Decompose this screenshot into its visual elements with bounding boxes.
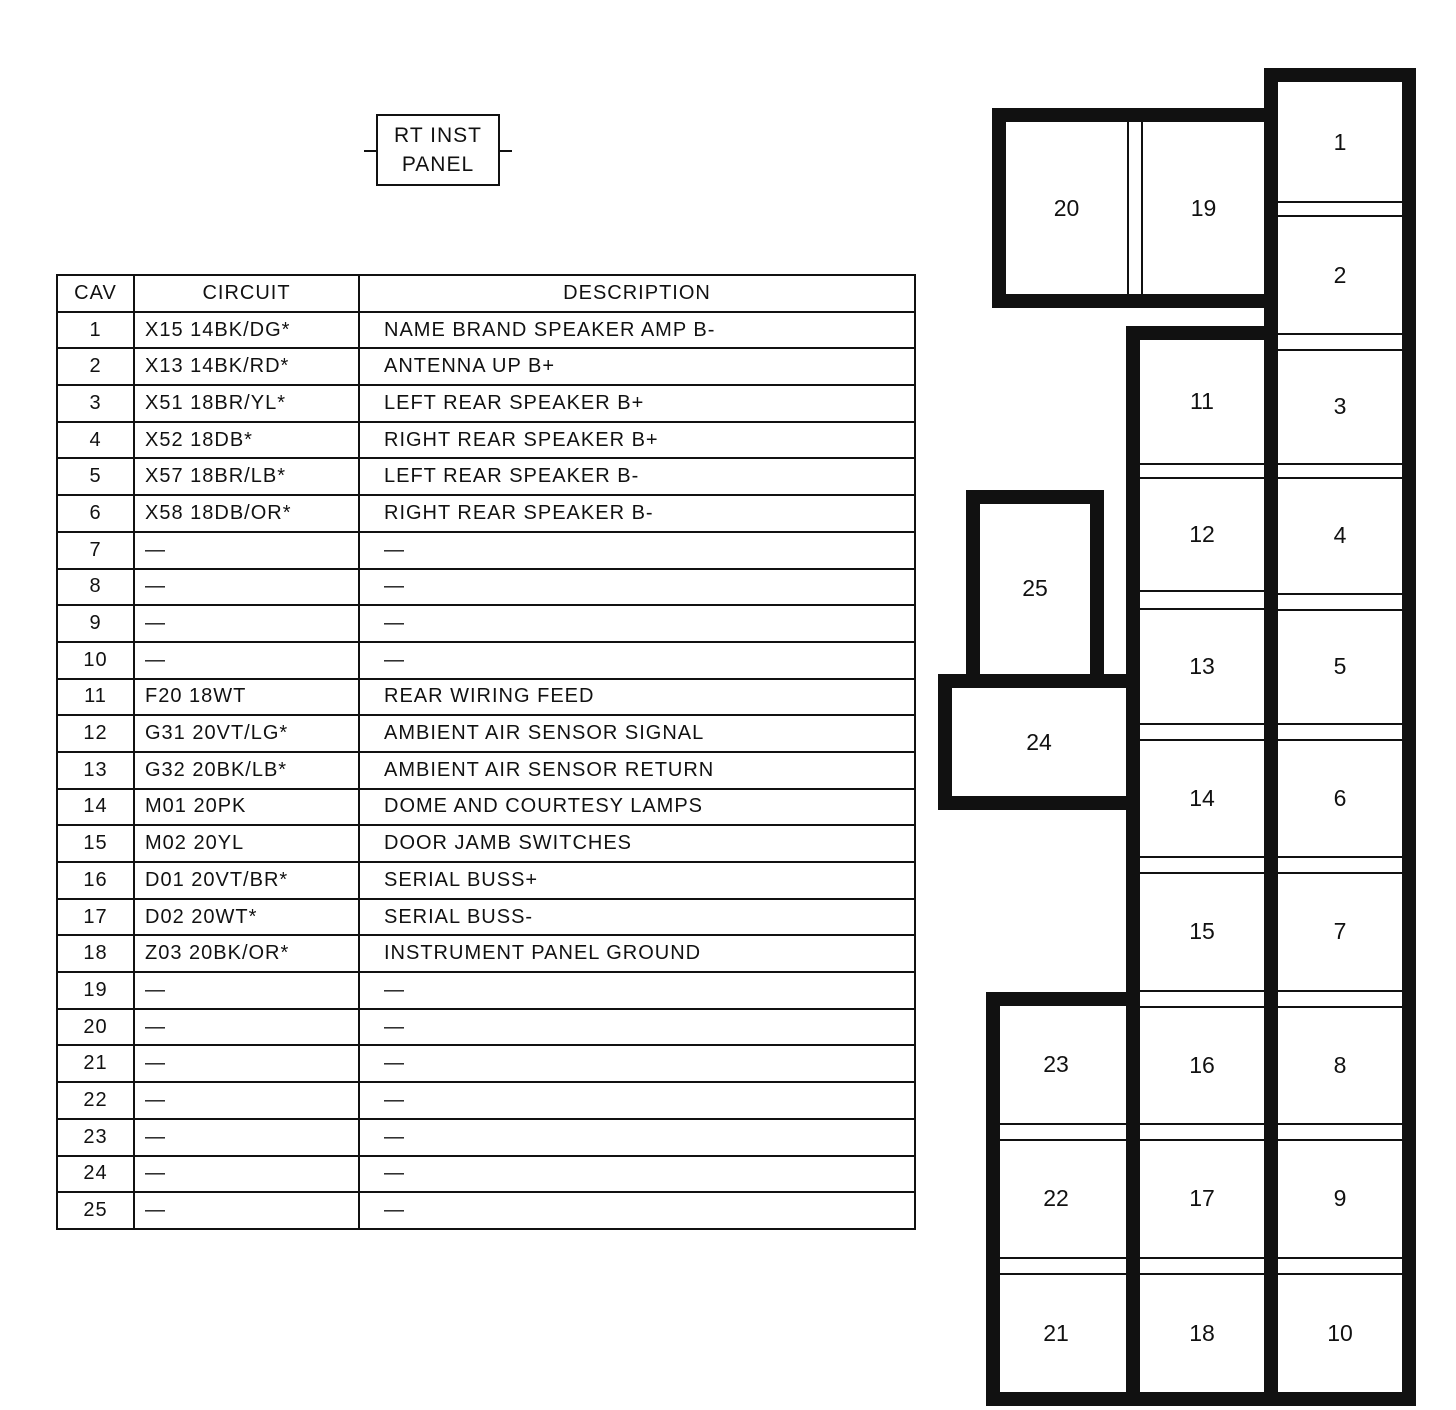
cavity-21: 21 — [1043, 1319, 1069, 1346]
description-cell: RIGHT REAR SPEAKER B- — [359, 495, 915, 532]
cav-cell: 21 — [57, 1045, 134, 1082]
circuit-cell: — — [134, 569, 359, 606]
cav-cell: 11 — [57, 679, 134, 716]
description-cell: — — [359, 1156, 915, 1193]
circuit-cell: — — [134, 642, 359, 679]
table-row — [57, 1192, 915, 1229]
description-cell: NAME BRAND SPEAKER AMP B- — [359, 312, 915, 349]
cavity-2: 2 — [1333, 261, 1347, 288]
cav-cell: 22 — [57, 1082, 134, 1119]
description-cell: LEFT REAR SPEAKER B- — [359, 458, 915, 495]
cavity-4: 4 — [1333, 522, 1347, 548]
description-cell: — — [359, 1009, 915, 1046]
separator — [1278, 1123, 1402, 1125]
separator — [1000, 1123, 1126, 1125]
circuit-cell: Z03 20BK/OR* — [134, 935, 359, 972]
circuit-cell: X57 18BR/LB* — [134, 458, 359, 495]
separator — [1140, 1257, 1264, 1259]
cav-cell: 5 — [57, 458, 134, 495]
table-row — [57, 495, 915, 532]
table-row — [57, 312, 915, 349]
description-cell: ANTENNA UP B+ — [359, 348, 915, 385]
cav-cell: 23 — [57, 1119, 134, 1156]
circuit-cell: — — [134, 1082, 359, 1119]
description-cell: — — [359, 605, 915, 642]
cav-cell: 7 — [57, 532, 134, 569]
cav-cell: 14 — [57, 789, 134, 826]
cav-cell: 18 — [57, 935, 134, 972]
table-row — [57, 1009, 915, 1046]
cav-cell: 17 — [57, 899, 134, 936]
cav-cell: 10 — [57, 642, 134, 679]
description-cell: — — [359, 642, 915, 679]
circuit-cell: X15 14BK/DG* — [134, 312, 359, 349]
label-lead-right — [500, 150, 512, 152]
description-cell: INSTRUMENT PANEL GROUND — [359, 935, 915, 972]
cav-cell: 25 — [57, 1192, 134, 1229]
cav-cell: 16 — [57, 862, 134, 899]
cavity-17: 17 — [1189, 1185, 1215, 1211]
table-row — [57, 1156, 915, 1193]
circuit-cell: M02 20YL — [134, 825, 359, 862]
table-row — [57, 348, 915, 385]
separator — [1140, 1123, 1264, 1125]
circuit-cell: — — [134, 1119, 359, 1156]
circuit-cell: X58 18DB/OR* — [134, 495, 359, 532]
separator — [1140, 463, 1264, 465]
cavity-22: 22 — [1043, 1185, 1069, 1211]
table-row — [57, 825, 915, 862]
separator — [1140, 590, 1264, 592]
circuit-cell: X13 14BK/RD* — [134, 348, 359, 385]
table-row — [57, 1082, 915, 1119]
table-row — [57, 385, 915, 422]
connector-label — [376, 114, 500, 186]
table-row — [57, 1119, 915, 1156]
header-description: DESCRIPTION — [359, 275, 915, 312]
separator — [1278, 723, 1402, 725]
table-row — [57, 715, 915, 752]
separator — [1140, 990, 1264, 992]
cav-cell: 6 — [57, 495, 134, 532]
separator — [1278, 856, 1402, 858]
table-row — [57, 605, 915, 642]
cavity-5: 5 — [1333, 653, 1347, 679]
circuit-cell: G32 20BK/LB* — [134, 752, 359, 789]
circuit-cell: — — [134, 1045, 359, 1082]
description-cell: LEFT REAR SPEAKER B+ — [359, 385, 915, 422]
cav-cell: 12 — [57, 715, 134, 752]
separator — [1278, 593, 1402, 595]
separator — [1278, 463, 1402, 465]
cav-cell: 20 — [57, 1009, 134, 1046]
cav-cell: 9 — [57, 605, 134, 642]
cavity-6: 6 — [1333, 784, 1347, 811]
cavity-11: 11 — [1190, 388, 1214, 414]
description-cell: — — [359, 1045, 915, 1082]
description-cell: — — [359, 1082, 915, 1119]
cavity-8: 8 — [1333, 1051, 1347, 1078]
circuit-cell: G31 20VT/LG* — [134, 715, 359, 752]
circuit-cell: — — [134, 1156, 359, 1193]
cavity-12: 12 — [1189, 520, 1215, 547]
table-header-row — [57, 275, 915, 312]
table-row — [57, 642, 915, 679]
table-row — [57, 679, 915, 716]
table-row — [57, 569, 915, 606]
label-lead-left — [364, 150, 376, 152]
table-row — [57, 422, 915, 459]
description-cell: SERIAL BUSS+ — [359, 862, 915, 899]
description-cell: DOME AND COURTESY LAMPS — [359, 789, 915, 826]
table-row — [57, 532, 915, 569]
circuit-cell: — — [134, 972, 359, 1009]
description-cell: — — [359, 1119, 915, 1156]
description-cell: DOOR JAMB SWITCHES — [359, 825, 915, 862]
table-row — [57, 1045, 915, 1082]
description-cell: — — [359, 532, 915, 569]
cavity-9: 9 — [1333, 1185, 1347, 1211]
table-row — [57, 458, 915, 495]
cavity-18: 18 — [1189, 1319, 1215, 1346]
cavity-23: 23 — [1043, 1051, 1069, 1077]
cavity-1: 1 — [1333, 128, 1347, 155]
cavity-24: 24 — [1026, 728, 1052, 755]
separator — [1278, 990, 1402, 992]
cav-cell: 15 — [57, 825, 134, 862]
table-row — [57, 899, 915, 936]
circuit-cell: X51 18BR/YL* — [134, 385, 359, 422]
table-row — [57, 972, 915, 1009]
cavity-10: 10 — [1327, 1319, 1353, 1346]
cav-cell: 13 — [57, 752, 134, 789]
cav-cell: 19 — [57, 972, 134, 1009]
separator — [1140, 856, 1264, 858]
circuit-cell: D02 20WT* — [134, 899, 359, 936]
cavity-25: 25 — [1022, 574, 1048, 601]
connector-label-line1: RT INST — [394, 124, 482, 147]
description-cell: AMBIENT AIR SENSOR SIGNAL — [359, 715, 915, 752]
description-cell: REAR WIRING FEED — [359, 679, 915, 716]
cavity-20: 20 — [1053, 194, 1080, 221]
separator — [1140, 723, 1264, 725]
description-cell: — — [359, 972, 915, 1009]
cavity-16: 16 — [1189, 1051, 1215, 1078]
cavity-19: 19 — [1190, 194, 1217, 221]
header-cav: CAV — [57, 275, 134, 312]
cavity-15: 15 — [1189, 918, 1215, 944]
circuit-cell: — — [134, 605, 359, 642]
circuit-cell: X52 18DB* — [134, 422, 359, 459]
header-circuit: CIRCUIT — [134, 275, 359, 312]
pinout-table — [56, 274, 916, 1230]
cavity-13: 13 — [1189, 652, 1215, 679]
cav-cell: 8 — [57, 569, 134, 606]
cav-cell: 2 — [57, 348, 134, 385]
connector-label-line2: PANEL — [401, 153, 475, 176]
cav-cell: 3 — [57, 385, 134, 422]
description-cell: — — [359, 1192, 915, 1229]
cav-cell: 4 — [57, 422, 134, 459]
separator — [1000, 1257, 1126, 1259]
circuit-cell: — — [134, 1192, 359, 1229]
cavity-7: 7 — [1333, 918, 1347, 944]
circuit-cell: — — [134, 1009, 359, 1046]
table-row — [57, 935, 915, 972]
circuit-cell: D01 20VT/BR* — [134, 862, 359, 899]
cav-cell: 1 — [57, 312, 134, 349]
circuit-cell: M01 20PK — [134, 789, 359, 826]
separator — [1278, 1257, 1402, 1259]
cav-cell: 24 — [57, 1156, 134, 1193]
table-row — [57, 752, 915, 789]
circuit-cell: F20 18WT — [134, 679, 359, 716]
description-cell: SERIAL BUSS- — [359, 899, 915, 936]
table-row — [57, 862, 915, 899]
cavity-14: 14 — [1189, 784, 1215, 811]
description-cell: AMBIENT AIR SENSOR RETURN — [359, 752, 915, 789]
circuit-cell: — — [134, 532, 359, 569]
divider-20-19 — [1127, 122, 1129, 294]
cavity-3: 3 — [1333, 393, 1347, 419]
description-cell: RIGHT REAR SPEAKER B+ — [359, 422, 915, 459]
table-row — [57, 789, 915, 826]
description-cell: — — [359, 569, 915, 606]
